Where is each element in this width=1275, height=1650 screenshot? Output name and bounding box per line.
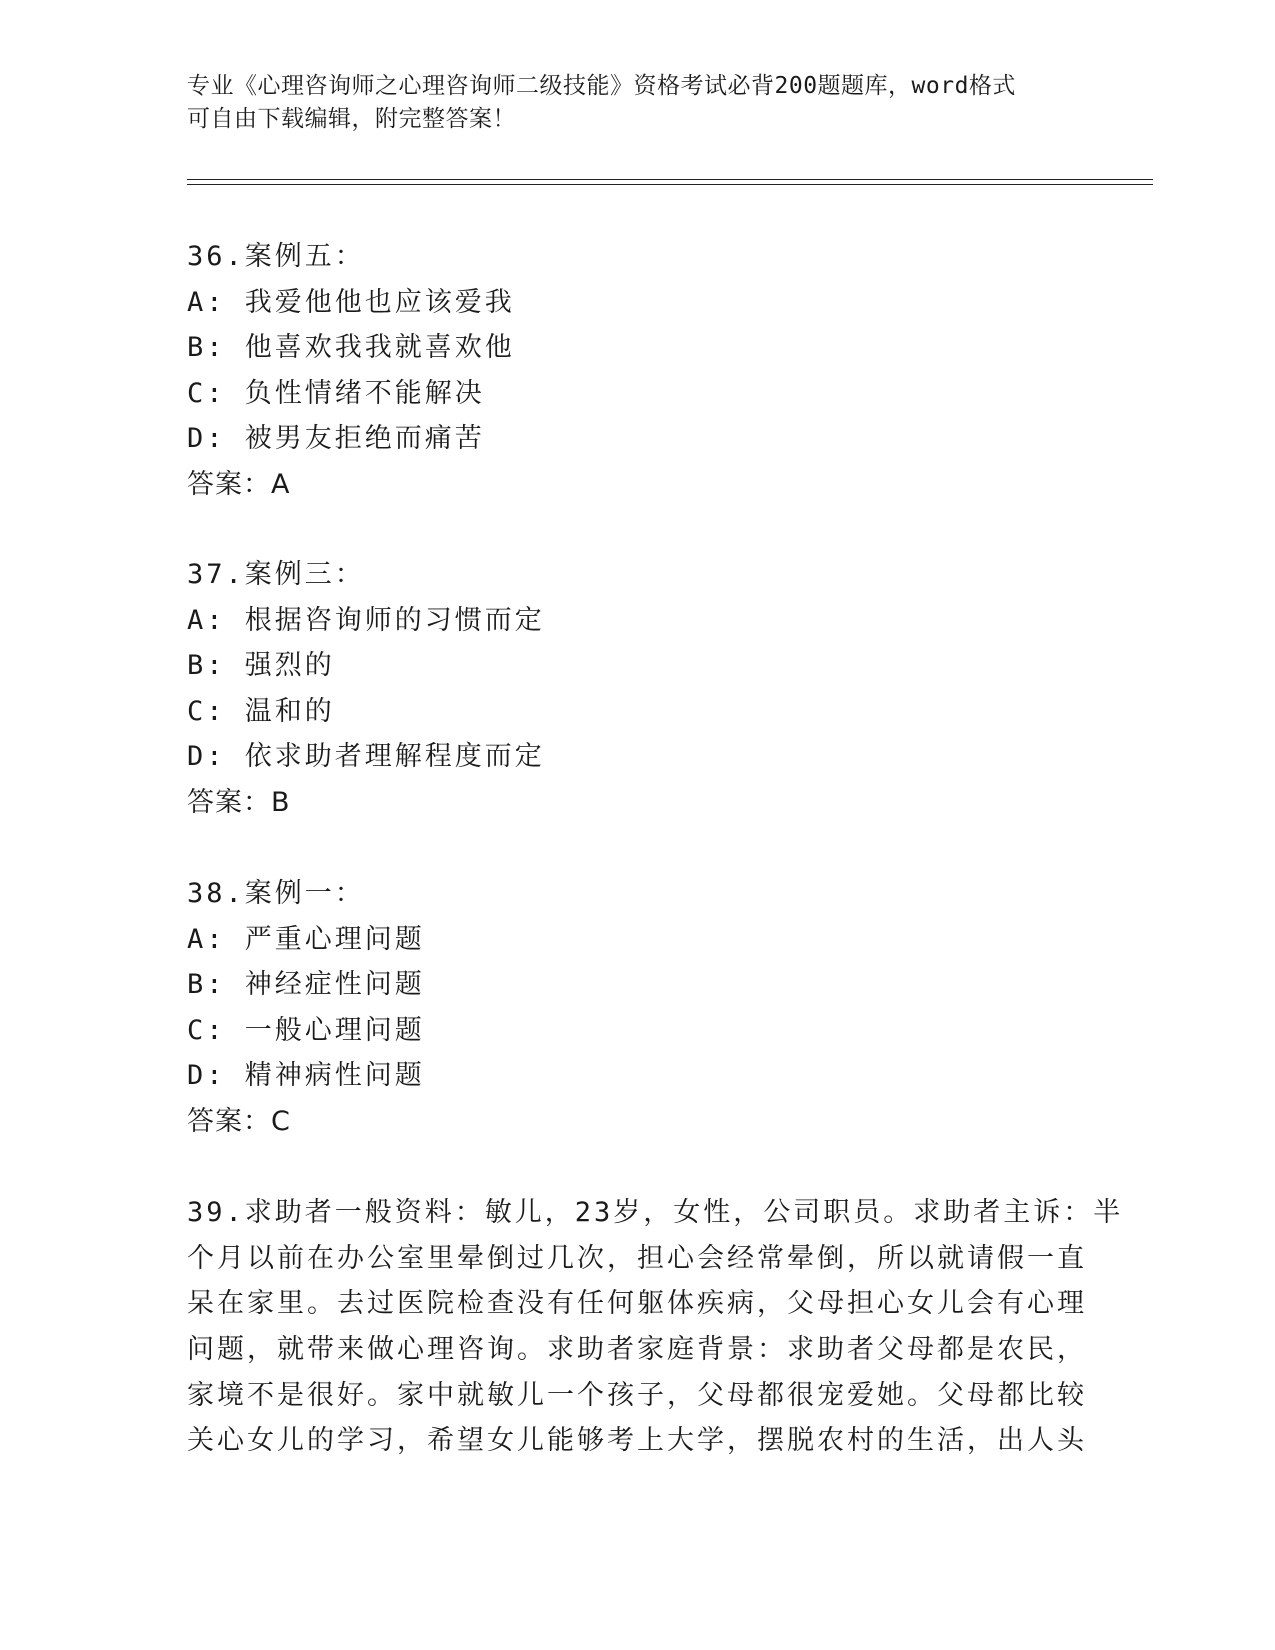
header-line-2: 可自由下载编辑，附完整答案！ (187, 106, 516, 132)
question-37 (187, 552, 1087, 825)
option-d: D: 精神病性问题 (187, 1060, 425, 1091)
answer: 答案：B (187, 786, 291, 818)
option-d: D: 被男友拒绝而痛苦 (187, 423, 485, 454)
document-header (187, 70, 1087, 136)
case-line: 个月以前在办公室里晕倒过几次，担心会经常晕倒，所以就请假一直 (187, 1242, 1087, 1274)
case-line: 呆在家里。去过医院检查没有任何躯体疾病，父母担心女儿会有心理 (187, 1288, 1087, 1320)
header-divider-top (187, 179, 1153, 180)
option-b: B: 神经症性问题 (187, 969, 425, 1000)
header-divider-bottom (187, 184, 1153, 185)
question-39-case (187, 1190, 1124, 1464)
option-b: B: 强烈的 (187, 650, 335, 681)
answer: 答案：C (187, 1105, 291, 1137)
option-a: A: 根据咨询师的习惯而定 (187, 604, 545, 636)
option-c: C: 负性情绪不能解决 (187, 377, 485, 409)
option-a: A: 严重心理问题 (187, 923, 425, 955)
case-line: 关心女儿的学习，希望女儿能够考上大学，摆脱农村的生活，出人头 (187, 1425, 1087, 1457)
case-line: 问题，就带来做心理咨询。求助者家庭背景：求助者父母都是农民， (187, 1334, 1087, 1366)
question-title: 37.案例三： (187, 559, 365, 590)
case-line: 家境不是很好。家中就敏儿一个孩子，父母都很宠爱她。父母都比较 (187, 1379, 1087, 1411)
case-line: 39.求助者一般资料：敏儿，23岁，女性，公司职员。求助者主诉：半 (187, 1197, 1124, 1228)
question-title: 36.案例五： (187, 241, 365, 272)
option-a: A: 我爱他他也应该爱我 (187, 286, 515, 318)
header-line-1: 专业《心理咨询师之心理咨询师二级技能》资格考试必背200题题库，word格式 (187, 73, 1016, 99)
answer: 答案：A (187, 468, 291, 500)
question-38 (187, 871, 1087, 1144)
option-c: C: 温和的 (187, 695, 335, 727)
option-d: D: 依求助者理解程度而定 (187, 741, 545, 772)
question-title: 38.案例一： (187, 878, 365, 909)
option-c: C: 一般心理问题 (187, 1014, 425, 1046)
question-36 (187, 234, 1087, 507)
option-b: B: 他喜欢我我就喜欢他 (187, 332, 515, 363)
